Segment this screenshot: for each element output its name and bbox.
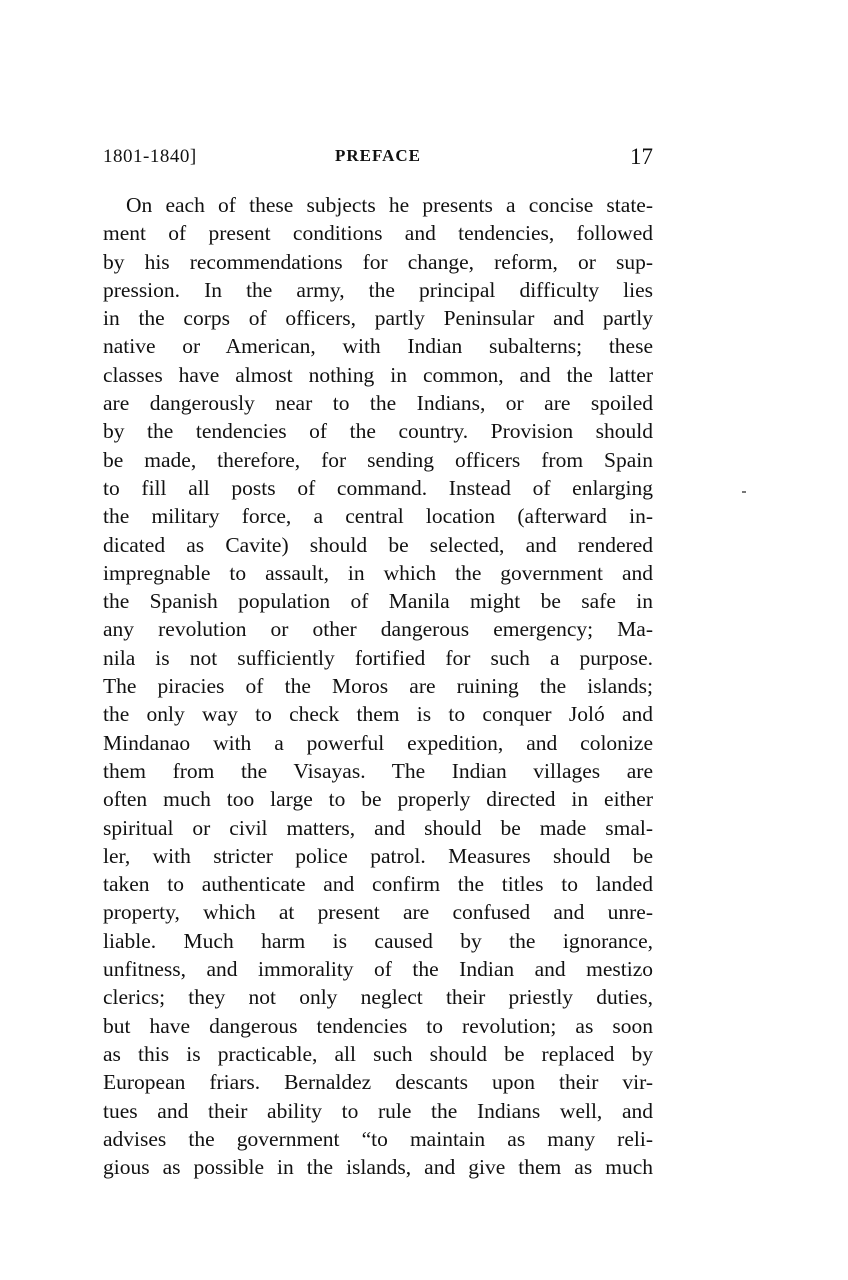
running-head-dates: 1801-1840] — [103, 146, 197, 167]
text-line: European friars. Bernaldez descants upon their vir- — [103, 1070, 653, 1095]
text-line: Mindanao with a powerful expedition, and colonize — [103, 730, 653, 755]
text-line: property, which at present are confused and unre- — [103, 900, 653, 925]
text-line: nila is not sufficiently fortified for such a purpose. — [103, 645, 653, 670]
text-line: them from the Visayas. The Indian villages are — [103, 758, 653, 783]
text-line: the only way to check them is to conquer Joló and — [103, 702, 653, 727]
text-line: as this is practicable, all such should be replaced by — [103, 1041, 653, 1066]
text-line: be made, therefore, for sending officers from Spain — [103, 447, 653, 472]
text-line: gious as possible in the islands, and give them as much — [103, 1155, 653, 1180]
text-line: The piracies of the Moros are ruining the islands; — [103, 674, 653, 699]
text-line: to fill all posts of command. Instead of enlarging — [103, 475, 653, 500]
text-line: unfitness, and immorality of the Indian and mestizo — [103, 957, 653, 982]
text-line: the military force, a central location (afterward in- — [103, 504, 653, 529]
text-line: native or American, with Indian subalterns; these — [103, 334, 653, 359]
running-head — [103, 146, 653, 174]
text-line: often much too large to be properly directed in either — [103, 787, 653, 812]
text-line: ler, with stricter police patrol. Measures should be — [103, 843, 653, 868]
text-line: taken to authenticate and confirm the titles to landed — [103, 872, 653, 897]
margin-speck — [742, 491, 746, 493]
text-line: tues and their ability to rule the Indians well, and — [103, 1098, 653, 1123]
text-line: but have dangerous tendencies to revolution; as soon — [103, 1013, 653, 1038]
text-line: dicated as Cavite) should be selected, and rendered — [103, 532, 653, 557]
text-line: spiritual or civil matters, and should be made smal- — [103, 815, 653, 840]
text-line: pression. In the army, the principal difficulty lies — [103, 277, 653, 302]
text-line: classes have almost nothing in common, and the latter — [103, 362, 653, 387]
text-line: by the tendencies of the country. Provision should — [103, 419, 653, 444]
text-line: are dangerously near to the Indians, or are spoiled — [103, 391, 653, 416]
text-line: liable. Much harm is caused by the ignorance, — [103, 928, 653, 953]
page-number: 17 — [630, 144, 653, 169]
running-head-title: PREFACE — [334, 146, 421, 165]
text-line: by his recommendations for change, reform, or sup- — [103, 249, 653, 274]
text-line: any revolution or other dangerous emergency; Ma- — [103, 617, 653, 642]
text-line: the Spanish population of Manila might be safe in — [103, 589, 653, 614]
text-line: On each of these subjects he presents a concise state- — [126, 193, 653, 217]
text-line: ment of present conditions and tendencies, followed — [103, 221, 653, 246]
body-paragraph — [103, 191, 653, 1181]
text-line: impregnable to assault, in which the government and — [103, 560, 653, 585]
text-line: in the corps of officers, partly Peninsular and partly — [103, 306, 653, 331]
text-line: clerics; they not only neglect their priestly duties, — [103, 985, 653, 1010]
text-line: advises the government “to maintain as many reli- — [103, 1126, 653, 1151]
